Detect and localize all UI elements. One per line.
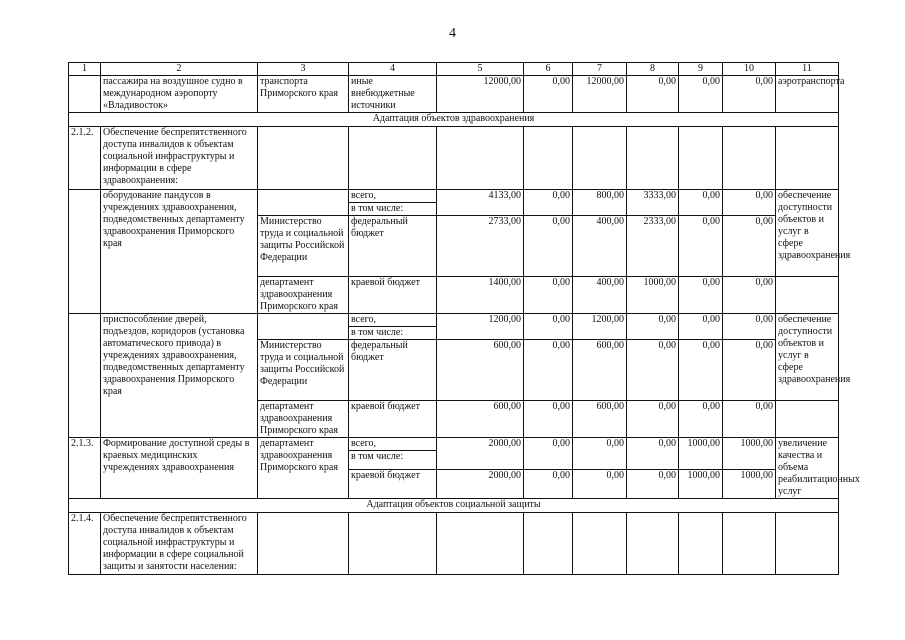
col-header: 3 xyxy=(258,63,349,76)
source-cell: краевой бюджет xyxy=(349,277,437,314)
measure-cell: Обеспечение беспрепятственного доступа инвалидов к объектам социальной инфраструктуры и информации в сфере социальной защиты и занятости населения: xyxy=(101,513,258,575)
value-cell: 0,00 xyxy=(524,314,573,340)
value-cell: 0,00 xyxy=(627,76,679,113)
including-label: в том числе: xyxy=(351,327,404,338)
col-header: 2 xyxy=(101,63,258,76)
value-cell: 0,00 xyxy=(627,340,679,401)
value-cell: 1000,00 xyxy=(679,438,723,470)
value-cell: 0,00 xyxy=(723,340,776,401)
value-cell: 0,00 xyxy=(524,438,573,470)
value-cell: 3333,00 xyxy=(627,190,679,216)
col-header: 11 xyxy=(776,63,839,76)
value-cell: 0,00 xyxy=(723,314,776,340)
value-cell: 1000,00 xyxy=(679,469,723,498)
source-cell xyxy=(349,438,437,470)
value-cell: 1200,00 xyxy=(437,314,524,340)
value-cell: 0,00 xyxy=(573,469,627,498)
value-cell: 1000,00 xyxy=(627,277,679,314)
value-cell: 600,00 xyxy=(437,340,524,401)
value-cell: 1400,00 xyxy=(437,277,524,314)
item-number: 2.1.4. xyxy=(69,513,101,575)
col-header: 6 xyxy=(524,63,573,76)
program-table xyxy=(68,62,860,575)
table-row xyxy=(69,513,839,575)
source-cell xyxy=(349,314,437,340)
source-cell: иные внебюджетные источники xyxy=(349,76,437,113)
column-number-row xyxy=(69,63,839,76)
value-cell: 0,00 xyxy=(524,277,573,314)
section-title: Адаптация объектов социальной защиты xyxy=(69,499,839,513)
measure-cell: оборудование пандусов в учреждениях здравоохранения, подведомственных департаменту здравоохранения Приморского края xyxy=(101,190,258,314)
item-number: 2.1.3. xyxy=(69,438,101,499)
value-cell: 0,00 xyxy=(679,401,723,438)
table-row xyxy=(69,76,839,113)
total-label: всего, xyxy=(349,190,436,203)
value-cell: 0,00 xyxy=(723,76,776,113)
value-cell: 600,00 xyxy=(437,401,524,438)
value-cell: 0,00 xyxy=(524,469,573,498)
value-cell: 1000,00 xyxy=(723,438,776,470)
executor-cell: Министерство труда и социальной защиты Российской Федерации xyxy=(258,340,349,401)
section-row xyxy=(69,499,839,513)
result-cell: увеличение качества и объема реабилитационных услуг xyxy=(776,438,839,499)
executor-cell: транспорта Приморского края xyxy=(258,76,349,113)
source-cell: краевой бюджет xyxy=(349,401,437,438)
result-cell: аэротранспорта xyxy=(776,76,839,113)
value-cell: 0,00 xyxy=(679,216,723,277)
value-cell: 2000,00 xyxy=(437,469,524,498)
measure-cell: Обеспечение беспрепятственного доступа инвалидов к объектам социальной инфраструктуры и информации в сфере здравоохранения: xyxy=(101,127,258,190)
value-cell: 12000,00 xyxy=(437,76,524,113)
including-label: в том числе: xyxy=(351,203,404,214)
source-cell: краевой бюджет xyxy=(349,469,437,498)
executor-cell: Министерство труда и социальной защиты Российской Федерации xyxy=(258,216,349,277)
value-cell: 0,00 xyxy=(627,314,679,340)
value-cell: 600,00 xyxy=(573,340,627,401)
value-cell: 2000,00 xyxy=(437,438,524,470)
value-cell: 0,00 xyxy=(723,216,776,277)
col-header: 7 xyxy=(573,63,627,76)
value-cell: 1200,00 xyxy=(573,314,627,340)
total-label: всего, xyxy=(349,438,436,451)
table-row xyxy=(69,127,839,190)
section-row xyxy=(69,113,839,127)
measure-cell: приспособление дверей, подъездов, коридоров (установка автоматического привода) в учреждениях здравоохранения, подведомственных департаменту здравоохранения Приморского края xyxy=(101,314,258,438)
value-cell: 0,00 xyxy=(723,401,776,438)
value-cell: 0,00 xyxy=(524,76,573,113)
result-cell: обеспечение доступности объектов и услуг в сфере здравоохранения xyxy=(776,314,839,401)
value-cell: 0,00 xyxy=(679,76,723,113)
col-header: 5 xyxy=(437,63,524,76)
value-cell: 600,00 xyxy=(573,401,627,438)
value-cell: 0,00 xyxy=(627,401,679,438)
value-cell: 0,00 xyxy=(723,277,776,314)
value-cell: 0,00 xyxy=(679,277,723,314)
table-row xyxy=(69,438,839,470)
col-header: 1 xyxy=(69,63,101,76)
value-cell: 0,00 xyxy=(524,216,573,277)
value-cell: 12000,00 xyxy=(573,76,627,113)
value-cell: 2333,00 xyxy=(627,216,679,277)
col-header: 8 xyxy=(627,63,679,76)
executor-cell: департамент здравоохранения Приморского края xyxy=(258,401,349,438)
value-cell: 0,00 xyxy=(679,314,723,340)
value-cell: 4133,00 xyxy=(437,190,524,216)
value-cell: 0,00 xyxy=(627,469,679,498)
value-cell: 400,00 xyxy=(573,277,627,314)
including-label: в том числе: xyxy=(351,451,404,462)
value-cell: 0,00 xyxy=(679,190,723,216)
executor-cell: департамент здравоохранения Приморского края xyxy=(258,277,349,314)
value-cell: 800,00 xyxy=(573,190,627,216)
value-cell: 0,00 xyxy=(679,340,723,401)
value-cell: 0,00 xyxy=(524,401,573,438)
col-header: 10 xyxy=(723,63,776,76)
col-header: 9 xyxy=(679,63,723,76)
measure-cell: пассажира на воздушное судно в международном аэропорту «Владивосток» xyxy=(101,76,258,113)
value-cell: 400,00 xyxy=(573,216,627,277)
source-cell: федеральный бюджет xyxy=(349,216,437,277)
source-cell xyxy=(349,190,437,216)
table-row xyxy=(69,314,839,340)
table-row xyxy=(69,190,839,216)
value-cell: 0,00 xyxy=(627,438,679,470)
page-number: 4 xyxy=(449,26,456,41)
value-cell: 1000,00 xyxy=(723,469,776,498)
item-number: 2.1.2. xyxy=(69,127,101,190)
value-cell: 0,00 xyxy=(573,438,627,470)
source-cell: федеральный бюджет xyxy=(349,340,437,401)
result-cell: обеспечение доступности объектов и услуг в сфере здравоохранения xyxy=(776,190,839,277)
measure-cell: Формирование доступной среды в краевых медицинских учреждениях здравоохранения xyxy=(101,438,258,499)
executor-cell: департамент здравоохранения Приморского края xyxy=(258,438,349,499)
value-cell: 0,00 xyxy=(524,340,573,401)
value-cell: 0,00 xyxy=(524,190,573,216)
value-cell: 2733,00 xyxy=(437,216,524,277)
section-title: Адаптация объектов здравоохранения xyxy=(69,113,839,127)
col-header: 4 xyxy=(349,63,437,76)
value-cell: 0,00 xyxy=(723,190,776,216)
total-label: всего, xyxy=(349,314,436,327)
